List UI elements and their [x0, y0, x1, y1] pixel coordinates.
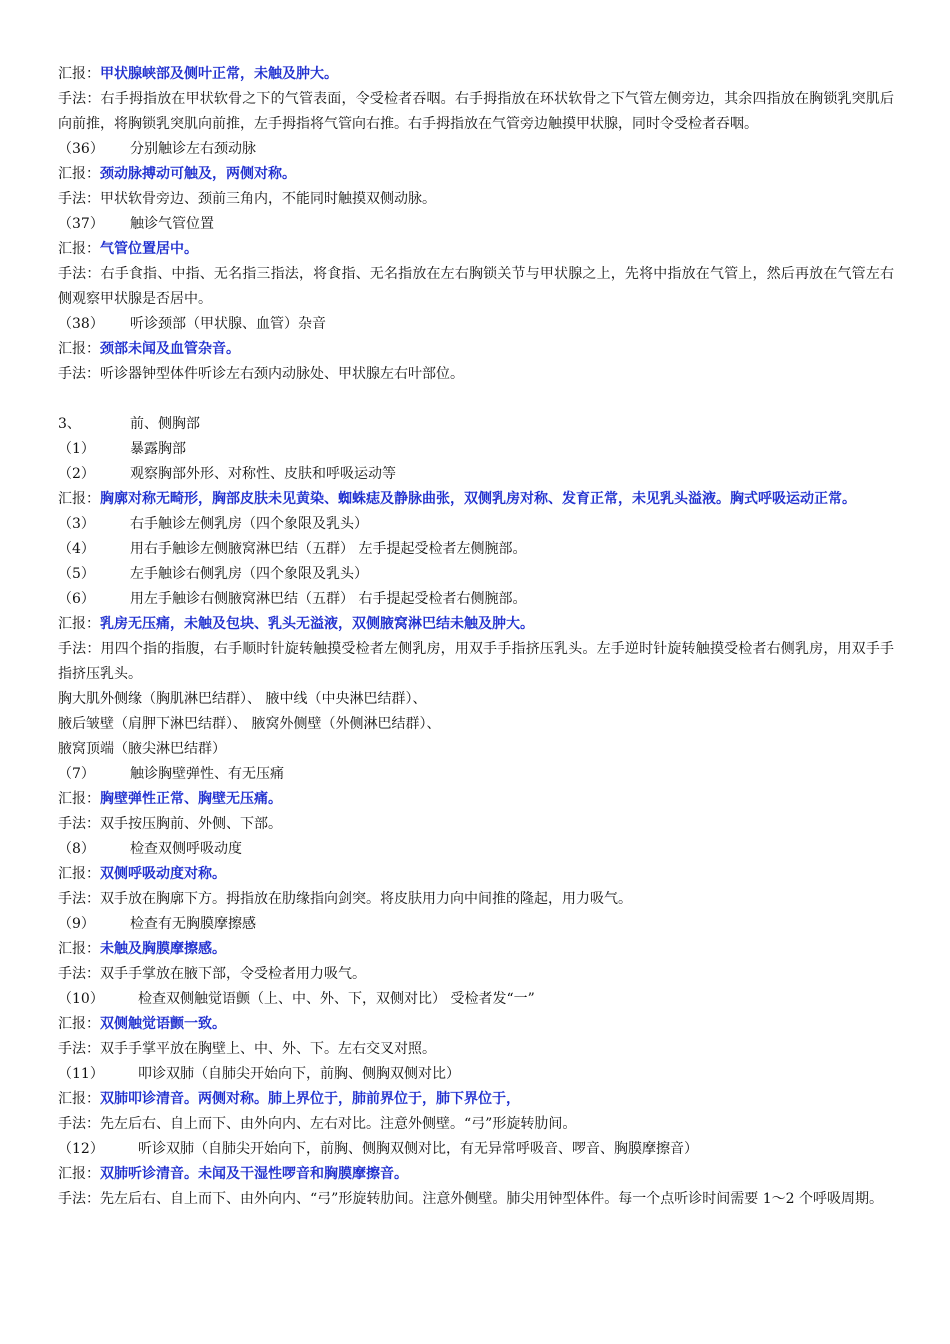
item-line	[58, 1137, 894, 1162]
item-line	[58, 462, 894, 487]
report-line	[58, 787, 894, 812]
report-label: 汇报：	[58, 166, 100, 182]
report-text: 双肺听诊清音。未闻及干湿性啰音和胸膜摩擦音。	[100, 1166, 408, 1182]
method-line	[58, 887, 894, 912]
item-text: 左手触诊右侧乳房（四个象限及乳头）	[130, 566, 368, 582]
method-line	[58, 87, 894, 137]
report-label: 汇报：	[58, 941, 100, 957]
item-line	[58, 512, 894, 537]
method-text: 右手拇指放在甲状软骨之下的气管表面，令受检者吞咽。右手拇指放在环状软骨之下气管左侧旁边，其余四指放在胸锁乳突肌后向前推，将胸锁乳突肌向前推，左手拇指将气管向右推。右手拇指放在气管旁边触摸甲状腺，同时令受检者吞咽。	[58, 91, 895, 132]
method-text: 甲状软骨旁边、颈前三角内，不能同时触摸双侧动脉。	[100, 191, 436, 207]
method-text: 右手食指、中指、无名指三指法，将食指、无名指放在左右胸锁关节与甲状腺之上，先将中指放在气管上，然后再放在气管左右侧观察甲状腺是否居中。	[58, 266, 895, 307]
item-text: 暴露胸部	[130, 441, 186, 457]
report-text: 胸廓对称无畸形，胸部皮肤未见黄染、蜘蛛痣及静脉曲张，双侧乳房对称、发育正常，未见乳头溢液。胸式呼吸运动正常。	[100, 491, 856, 507]
report-line	[58, 1087, 894, 1112]
report-text: 颈动脉搏动可触及，两侧对称。	[100, 166, 296, 182]
report-text: 甲状腺峡部及侧叶正常，未触及肿大。	[100, 66, 338, 82]
method-line	[58, 1112, 894, 1137]
method-text: 双手手掌放在腋下部，令受检者用力吸气。	[100, 966, 366, 982]
plain-line: 腋后皱壁（肩胛下淋巴结群）、 腋窝外侧壁（外侧淋巴结群）、	[58, 716, 441, 732]
method-label: 手法：	[58, 91, 101, 107]
item-line	[58, 137, 894, 162]
method-label: 手法：	[58, 191, 100, 207]
item-text: 触诊胸壁弹性、有无压痛	[130, 766, 284, 782]
report-line	[58, 337, 894, 362]
item-number: （8）	[58, 841, 95, 857]
method-text: 双手放在胸廓下方。拇指放在肋缘指向剑突。将皮肤用力向中间推的隆起，用力吸气。	[100, 891, 632, 907]
item-number: （12）	[58, 1141, 104, 1157]
report-label: 汇报：	[58, 1166, 100, 1182]
section-heading	[58, 412, 894, 437]
item-line	[58, 537, 894, 562]
item-number: （1）	[58, 441, 95, 457]
blank-line	[58, 387, 894, 412]
report-text: 颈部未闻及血管杂音。	[100, 341, 240, 357]
report-label: 汇报：	[58, 1016, 100, 1032]
report-line	[58, 62, 894, 87]
item-text: 观察胸部外形、对称性、皮肤和呼吸运动等	[130, 466, 396, 482]
item-number: （4）	[58, 541, 95, 557]
method-label: 手法：	[58, 366, 100, 382]
item-text: 听诊双肺（自肺尖开始向下，前胸、侧胸双侧对比，有无异常呼吸音、啰音、胸膜摩擦音）	[138, 1141, 698, 1157]
method-line	[58, 362, 894, 387]
item-text: 触诊气管位置	[130, 216, 214, 232]
report-text: 乳房无压痛，未触及包块、乳头无溢液，双侧腋窝淋巴结未触及肿大。	[100, 616, 534, 632]
item-number: （11）	[58, 1066, 104, 1082]
report-label: 汇报：	[58, 66, 100, 82]
item-line	[58, 312, 894, 337]
item-text: 检查双侧触觉语颤（上、中、外、下，双侧对比） 受检者发“一”	[138, 991, 535, 1007]
item-number: 3、	[58, 416, 81, 432]
report-line	[58, 162, 894, 187]
method-label: 手法：	[58, 891, 100, 907]
item-line	[58, 562, 894, 587]
report-text: 双肺叩诊清音。两侧对称。肺上界位于，肺前界位于，肺下界位于，	[100, 1091, 520, 1107]
item-number: （2）	[58, 466, 95, 482]
document-page	[58, 62, 894, 1212]
item-number: （6）	[58, 591, 95, 607]
method-line	[58, 812, 894, 837]
report-line	[58, 1162, 894, 1187]
report-text: 双侧呼吸动度对称。	[100, 866, 226, 882]
method-line	[58, 1037, 894, 1062]
method-line	[58, 1187, 894, 1212]
report-text: 胸壁弹性正常、胸壁无压痛。	[100, 791, 282, 807]
item-line	[58, 587, 894, 612]
method-line	[58, 962, 894, 987]
item-line	[58, 837, 894, 862]
report-line	[58, 1012, 894, 1037]
method-text: 先左后右、自上而下、由外向内、左右对比。注意外侧壁。“弓”形旋转肋间。	[100, 1116, 577, 1132]
report-text: 双侧触觉语颤一致。	[100, 1016, 226, 1032]
method-text: 用四个指的指腹，右手顺时针旋转触摸受检者左侧乳房，用双手手指挤压乳头。左手逆时针旋转触摸受检者右侧乳房，用双手手指挤压乳头。	[58, 641, 895, 682]
report-line	[58, 487, 894, 512]
report-text: 气管位置居中。	[100, 241, 198, 257]
method-label: 手法：	[58, 1191, 100, 1207]
report-label: 汇报：	[58, 241, 100, 257]
item-number: （9）	[58, 916, 95, 932]
method-label: 手法：	[58, 816, 100, 832]
item-line	[58, 912, 894, 937]
method-line	[58, 262, 894, 312]
item-text: 分别触诊左右颈动脉	[130, 141, 256, 157]
item-text: 用左手触诊右侧腋窝淋巴结（五群） 右手提起受检者右侧腕部。	[130, 591, 527, 607]
item-line	[58, 437, 894, 462]
report-label: 汇报：	[58, 491, 100, 507]
report-line	[58, 937, 894, 962]
report-line	[58, 612, 894, 637]
report-label: 汇报：	[58, 616, 100, 632]
method-label: 手法：	[58, 966, 100, 982]
item-text: 听诊颈部（甲状腺、血管）杂音	[130, 316, 326, 332]
item-number: （36）	[58, 141, 104, 157]
method-label: 手法：	[58, 1116, 100, 1132]
item-number: （3）	[58, 516, 95, 532]
report-label: 汇报：	[58, 866, 100, 882]
report-line	[58, 237, 894, 262]
item-text: 用右手触诊左侧腋窝淋巴结（五群） 左手提起受检者左侧腕部。	[130, 541, 527, 557]
plain-line: 腋窝顶端（腋尖淋巴结群）	[58, 741, 226, 757]
item-number: （5）	[58, 566, 95, 582]
method-line	[58, 187, 894, 212]
method-label: 手法：	[58, 1041, 100, 1057]
method-label: 手法：	[58, 641, 101, 657]
item-text: 前、侧胸部	[130, 416, 200, 432]
item-line	[58, 987, 894, 1012]
report-line	[58, 862, 894, 887]
report-label: 汇报：	[58, 1091, 100, 1107]
method-text: 听诊器钟型体件听诊左右颈内动脉处、甲状腺左右叶部位。	[100, 366, 464, 382]
item-number: （10）	[58, 991, 104, 1007]
item-text: 叩诊双肺（自肺尖开始向下，前胸、侧胸双侧对比）	[138, 1066, 460, 1082]
method-text: 双手按压胸前、外侧、下部。	[100, 816, 282, 832]
item-line	[58, 762, 894, 787]
item-number: （7）	[58, 766, 95, 782]
item-text: 右手触诊左侧乳房（四个象限及乳头）	[130, 516, 368, 532]
report-label: 汇报：	[58, 341, 100, 357]
method-text: 先左后右、自上而下、由外向内、“弓”形旋转肋间。注意外侧壁。肺尖用钟型体件。每一个点听诊时间需要 1～2 个呼吸周期。	[100, 1191, 884, 1207]
item-text: 检查双侧呼吸动度	[130, 841, 242, 857]
method-text: 双手手掌平放在胸壁上、中、外、下。左右交叉对照。	[100, 1041, 436, 1057]
method-label: 手法：	[58, 266, 101, 282]
method-line	[58, 637, 894, 687]
item-text: 检查有无胸膜摩擦感	[130, 916, 256, 932]
report-label: 汇报：	[58, 791, 100, 807]
report-text: 未触及胸膜摩擦感。	[100, 941, 226, 957]
item-number: （37）	[58, 216, 104, 232]
item-line	[58, 212, 894, 237]
item-number: （38）	[58, 316, 104, 332]
plain-line: 胸大肌外侧缘（胸肌淋巴结群）、 腋中线（中央淋巴结群）、	[58, 691, 427, 707]
item-line	[58, 1062, 894, 1087]
